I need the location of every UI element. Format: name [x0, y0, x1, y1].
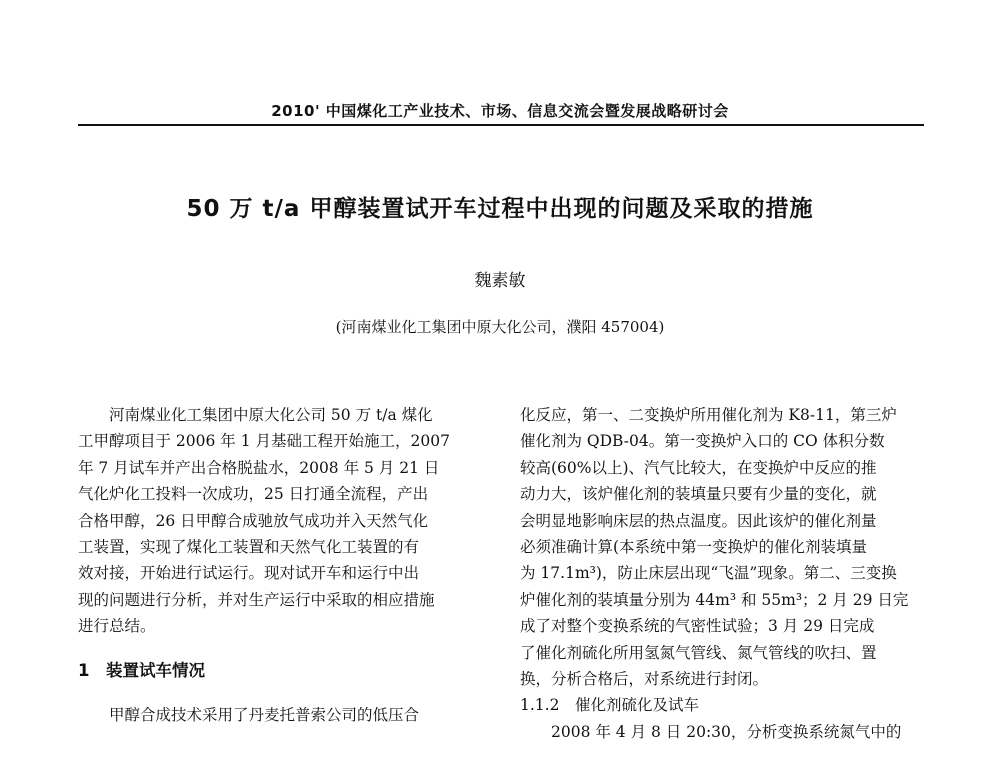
body-line: 现的问题进行分析，并对生产运行中采取的相应措施 — [78, 590, 435, 609]
body-line: 气化炉化工投料一次成功，25 日打通全流程，产出 — [78, 485, 429, 504]
article-title: 50 万 t/a 甲醇装置试开车过程中出现的问题及采取的措施 — [186, 196, 814, 222]
section-heading: 1 装置试车情况 — [78, 660, 205, 680]
running-header: 2010' 中国煤化工产业技术、市场、信息交流会暨发展战略研讨会 — [271, 102, 729, 120]
body-line: 效对接，开始进行试运行。现对试开车和运行中出 — [78, 564, 420, 583]
body-line: 2008 年 4 月 8 日 20:30，分析变换系统氮气中的 — [520, 722, 902, 741]
body-line: 会明显地影响床层的热点温度。因此该炉的催化剂量 — [520, 511, 877, 530]
body-line: 了催化剂硫化所用氢氮气管线、氮气管线的吹扫、置 — [520, 643, 877, 662]
body-line: 合格甲醇，26 日甲醇合成驰放气成功并入天然气化 — [78, 511, 429, 530]
body-line: 工甲醇项目于 2006 年 1 月基础工程开始施工，2007 — [78, 432, 450, 451]
right-column — [520, 402, 924, 745]
header-rule — [78, 124, 924, 126]
subsection-heading: 1.1.2 催化剂硫化及试车 — [520, 696, 699, 715]
body-line: 为 17.1m³)，防止床层出现“飞温”现象。第二、三变换 — [520, 564, 897, 583]
body-line: 必须准确计算(本系统中第一变换炉的催化剂装填量 — [520, 537, 868, 556]
body-line: 催化剂为 QDB-04。第一变换炉入口的 CO 体积分数 — [520, 432, 885, 451]
body-line: 进行总结。 — [78, 617, 156, 636]
body-line: 换，分析合格后，对系统进行封闭。 — [520, 669, 769, 688]
body-line: 化反应，第一、二变换炉所用催化剂为 K8-11，第三炉 — [520, 406, 897, 424]
body-line: 炉催化剂的装填量分别为 44m³ 和 55m³；2 月 29 日完 — [520, 590, 909, 609]
body-line: 甲醇合成技术采用了丹麦托普索公司的低压合 — [78, 705, 420, 724]
body-line: 较高(60%以上)、汽气比较大，在变换炉中反应的推 — [520, 458, 877, 477]
body-line: 工装置，实现了煤化工装置和天然气化工装置的有 — [78, 537, 420, 556]
body-line: 年 7 月试车并产出合格脱盐水，2008 年 5 月 21 日 — [78, 458, 440, 477]
body-line: 动力大，该炉催化剂的装填量只要有少量的变化，就 — [520, 485, 877, 504]
article-affiliation: (河南煤业化工集团中原大化公司，濮阳 457004) — [335, 318, 665, 336]
article-author: 魏素敏 — [474, 271, 526, 291]
left-column — [78, 402, 482, 728]
body-line: 成了对整个变换系统的气密性试验；3 月 29 日完成 — [520, 617, 875, 636]
body-line: 河南煤业化工集团中原大化公司 50 万 t/a 煤化 — [78, 406, 433, 424]
